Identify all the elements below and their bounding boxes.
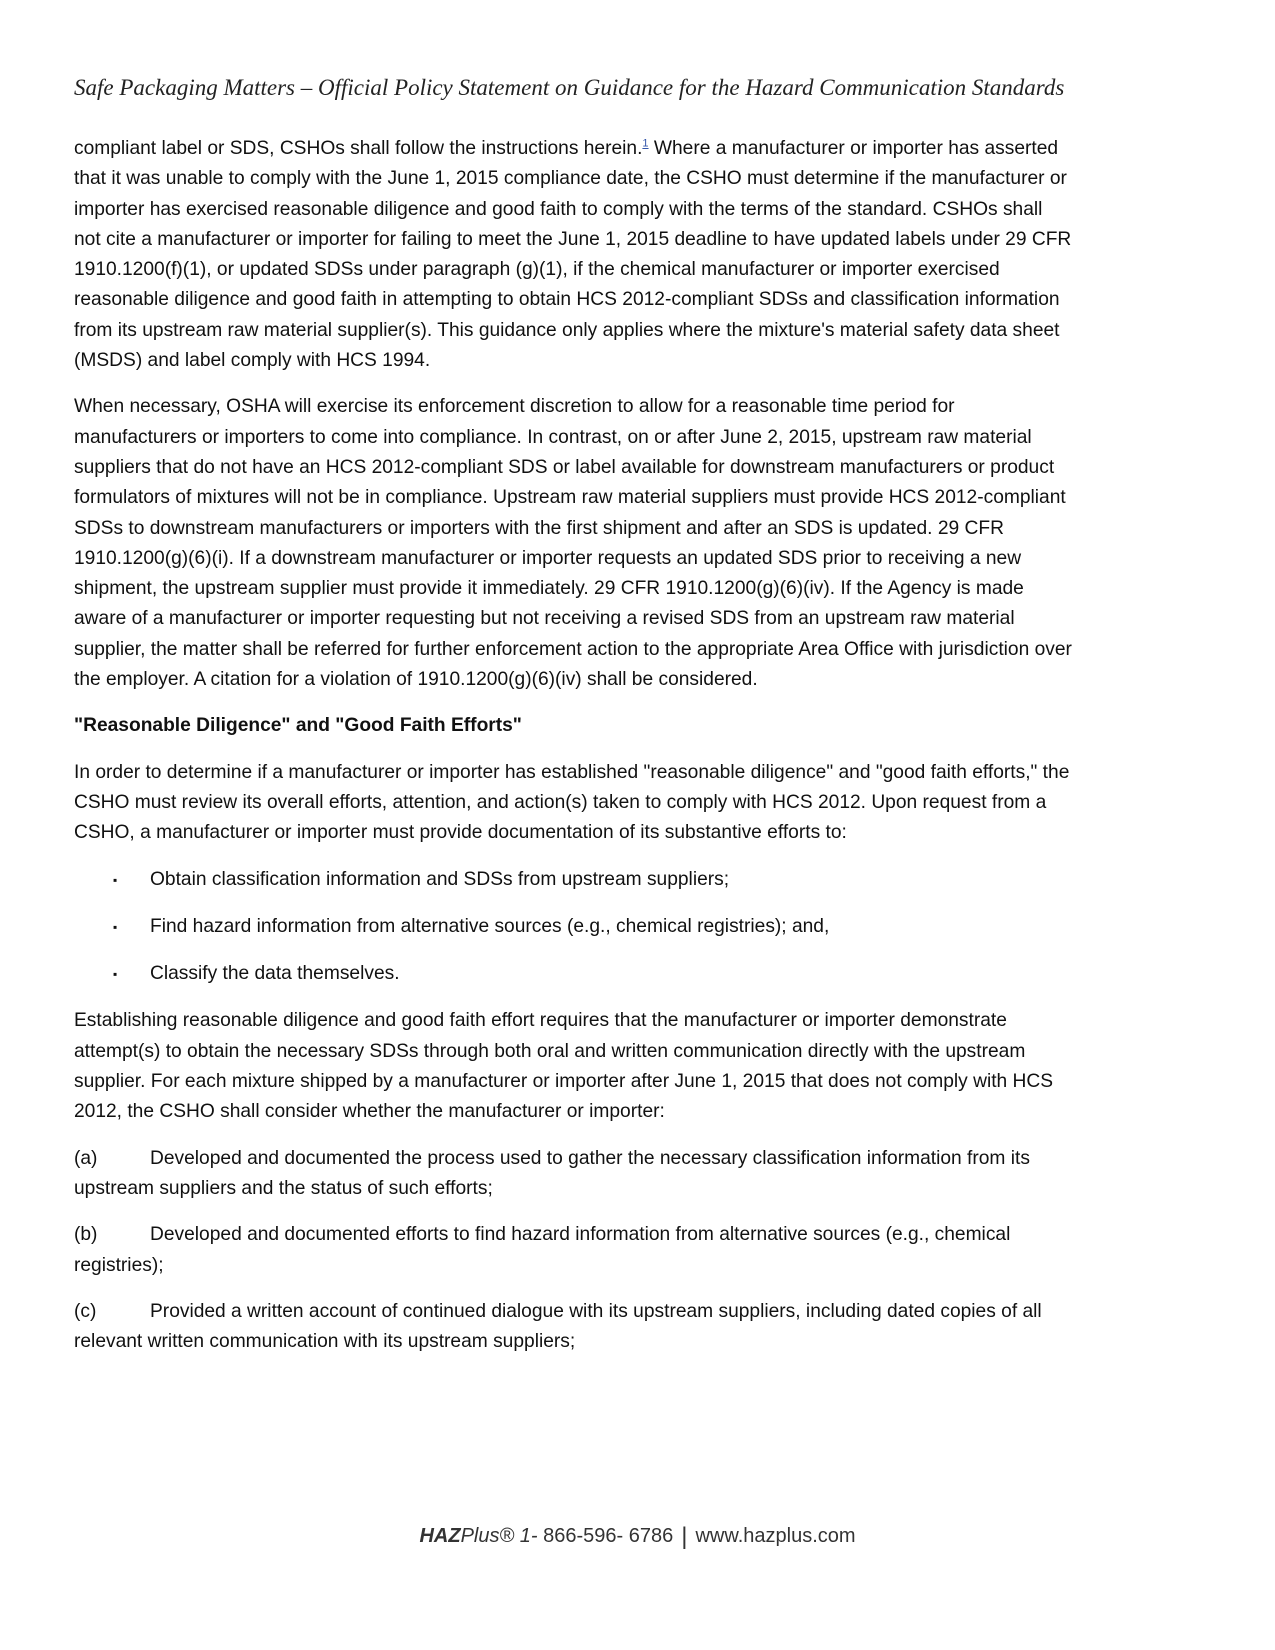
footer-brand-suffix: Plus® 1-	[460, 1525, 538, 1547]
bullet-text: Obtain classification information and SDSs from upstream suppliers;	[150, 868, 730, 890]
bullet-icon: ▪	[113, 967, 118, 982]
footnote-link[interactable]: 1	[642, 137, 649, 150]
bullet-list	[74, 865, 1074, 990]
item-label: (c)	[74, 1300, 97, 1322]
lettered-item-b	[74, 1220, 1074, 1281]
page-header-title: Safe Packaging Matters – Official Policy Statement on Guidance for the Hazard Communication Standards	[74, 75, 1065, 100]
lettered-item-a	[74, 1144, 1074, 1205]
bullet-item	[74, 959, 1074, 989]
bullet-item	[74, 912, 1074, 942]
item-text: Developed and documented efforts to find hazard information from alternative sources (e.g., chemical registries);	[74, 1224, 1011, 1276]
paragraph-2: When necessary, OSHA will exercise its enforcement discretion to allow for a reasonable time period for manufacturers or importers to come into compliance. In contrast, on or after June 2, 2015, upstream raw material suppliers that do not have an HCS 2012-compliant SDS or label available for downstream manufacturers or product formulators of mixtures will not be in compliance. Upstream raw material suppliers must provide HCS 2012-compliant SDSs to downstream manufacturers or importers with the first shipment and after an SDS is updated. 29 CFR 1910.1200(g)(6)(i). If a downstream manufacturer or importer requests an updated SDS prior to receiving a new shipment, the upstream supplier must provide it immediately. 29 CFR 1910.1200(g)(6)(iv). If the Agency is made aware of a manufacturer or importer requesting but not receiving a revised SDS from an upstream raw material supplier, the matter shall be referred for further enforcement action to the appropriate Area Office with jurisdiction over the employer. A citation for a violation of 1910.1200(g)(6)(iv) shall be considered.	[74, 396, 1072, 691]
paragraph-4: Establishing reasonable diligence and good faith effort requires that the manufacturer or importer demonstrate attempt(s) to obtain the necessary SDSs through both oral and written communication directly with the upstream supplier. For each mixture shipped by a manufacturer or importer after June 1, 2015 that does not comply with HCS 2012, the CSHO shall consider whether the manufacturer or importer:	[74, 1010, 1054, 1123]
paragraph-1-rest: Where a manufacturer or importer has asserted that it was unable to comply with the June 1, 2015 compliance date, the CSHO must determine if the manufacturer or importer has exercised reasonable diligence and good faith to comply with the terms of the standard. CSHOs shall not cite a manufacturer or importer for failing to meet the June 1, 2015 deadline to have updated labels under 29 CFR 1910.1200(f)(1), or updated SDSs under paragraph (g)(1), if the chemical manufacturer or importer exercised reasonable diligence and good faith in attempting to obtain HCS 2012-compliant SDSs and classification information from its upstream raw material supplier(s). This guidance only applies where the mixture's material safety data sheet (MSDS) and label comply with HCS 1994.	[74, 138, 1072, 372]
bullet-text: Classify the data themselves.	[150, 963, 400, 985]
bullet-icon: ▪	[113, 872, 118, 887]
footer-brand: HAZ	[419, 1525, 461, 1547]
page-footer	[0, 1523, 1275, 1551]
item-text: Provided a written account of continued dialogue with its upstream suppliers, including dated copies of all relevant written communication with its upstream suppliers;	[74, 1300, 1042, 1353]
bullet-icon: ▪	[113, 919, 118, 934]
footer-phone: 866-596- 6786	[537, 1525, 674, 1547]
paragraph-3: In order to determine if a manufacturer or importer has established "reasonable diligence" and "good faith efforts," the CSHO must review its overall efforts, attention, and action(s) taken to comply with HCS 2012. Upon request from a CSHO, a manufacturer or importer must provide documentation of its substantive efforts to:	[74, 761, 1070, 844]
footer-website-link[interactable]: www.hazplus.com	[695, 1525, 856, 1547]
bullet-item	[74, 865, 1074, 895]
section-heading: "Reasonable Diligence" and "Good Faith Efforts"	[74, 715, 522, 737]
paragraph-1	[74, 134, 1074, 376]
footer-separator: |	[681, 1523, 688, 1550]
item-label: (b)	[74, 1224, 98, 1246]
paragraph-1-start: compliant label or SDS, CSHOs shall follow the instructions herein.	[74, 138, 643, 159]
item-text: Developed and documented the process used to gather the necessary classification information from its upstream suppliers and the status of such efforts;	[74, 1147, 1030, 1199]
item-label: (a)	[74, 1147, 98, 1169]
bullet-text: Find hazard information from alternative sources (e.g., chemical registries); and,	[150, 915, 830, 937]
document-body	[74, 134, 1074, 1373]
lettered-item-c	[74, 1297, 1074, 1358]
